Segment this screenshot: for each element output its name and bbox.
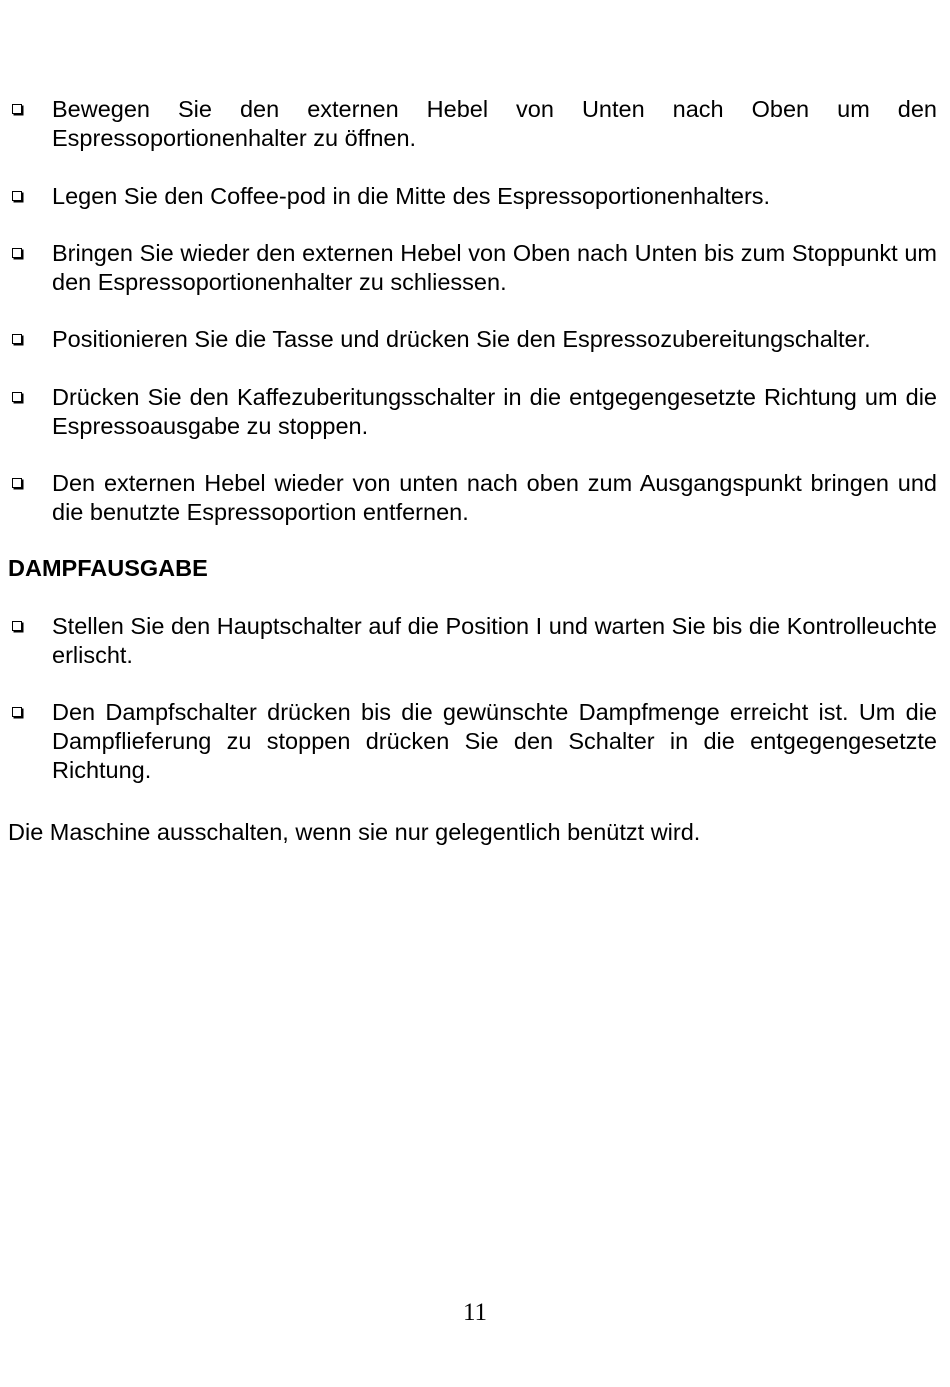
list-item (8, 383, 937, 441)
list-item-text: Den externen Hebel wieder von unten nach oben zum Ausgangspunkt bringen und die benutzte Espressoportion entfernen. (52, 470, 937, 525)
checkbox-square-icon (8, 95, 52, 124)
list-item (8, 612, 937, 670)
checkbox-square-icon (8, 325, 52, 354)
list-item-text: Positionieren Sie die Tasse und drücken Sie den Espressozubereitungschalter. (52, 326, 871, 352)
list-item-text: Den Dampfschalter drücken bis die gewünschte Dampfmenge erreicht ist. Um die Dampflieferung zu stoppen drücken Sie den Schalter in die entgegengesetzte Richtung. (52, 699, 937, 783)
list-item (8, 469, 937, 527)
list-item (8, 182, 937, 211)
list-item (8, 698, 937, 785)
checkbox-square-icon (8, 698, 52, 727)
list-item-text: Drücken Sie den Kaffezuberitungsschalter in die entgegengesetzte Richtung um die Espressoausgabe zu stoppen. (52, 384, 937, 439)
page-number: 11 (462, 1299, 488, 1326)
checkbox-square-icon (8, 612, 52, 641)
checkbox-square-icon (8, 469, 52, 498)
checkbox-square-icon (8, 182, 52, 211)
list-item-text: Bringen Sie wieder den externen Hebel von Oben nach Unten bis zum Stoppunkt um den Espressoportionenhalter zu schliessen. (52, 240, 937, 295)
list-item-text: Bewegen Sie den externen Hebel von Unten nach Oben um den Espressoportionenhalter zu öffnen. (52, 96, 937, 151)
checkbox-square-icon (8, 383, 52, 412)
list-item-text: Stellen Sie den Hauptschalter auf die Position I und warten Sie bis die Kontrolleuchte erlischt. (52, 613, 937, 668)
section-heading: DAMPFAUSGABE (8, 555, 208, 581)
list-item (8, 95, 937, 153)
list-item (8, 239, 937, 297)
list-item-text: Legen Sie den Coffee-pod in die Mitte des Espressoportionenhalters. (52, 183, 771, 209)
closing-note: Die Maschine ausschalten, wenn sie nur gelegentlich benützt wird. (8, 819, 701, 845)
list-item (8, 325, 937, 354)
checkbox-square-icon (8, 239, 52, 268)
